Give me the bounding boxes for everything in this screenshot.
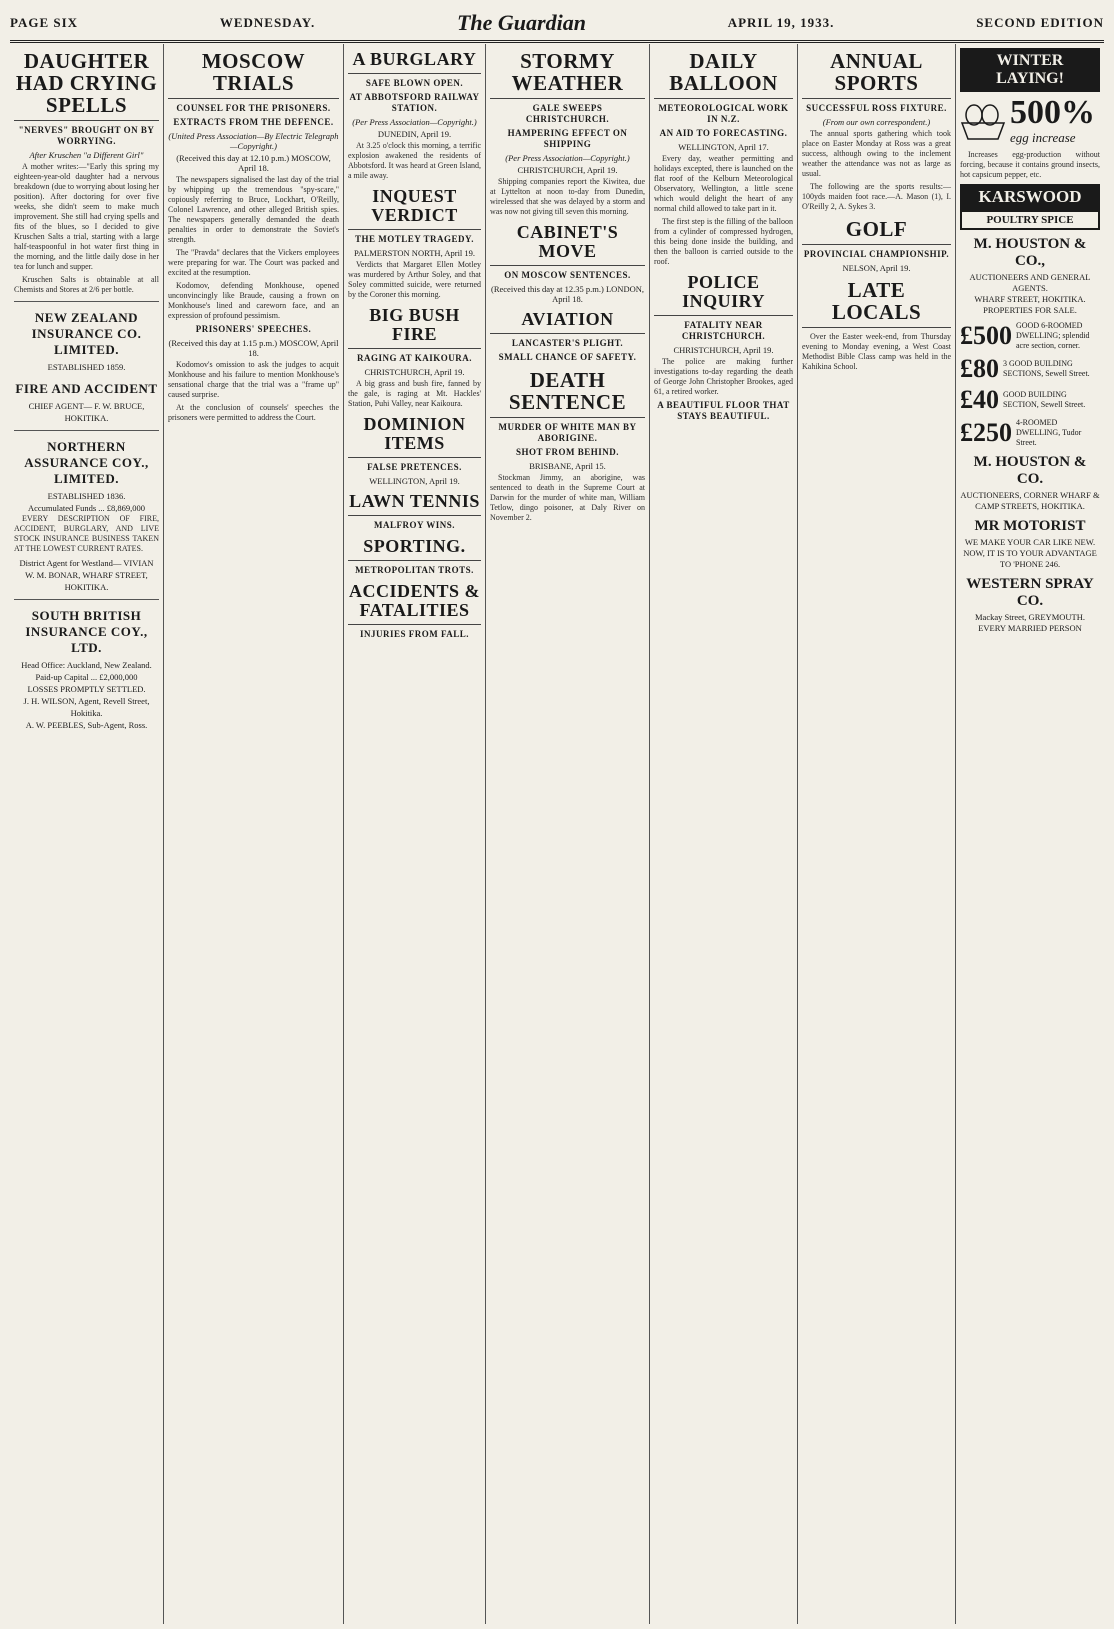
ad-text: EVERY DESCRIPTION OF FIRE, ACCIDENT, BURGLARY, AND LIVE STOCK INSURANCE BUSINESS TAKEN AT THE LOWEST CURRENT RATES. [14,514,159,553]
subhead: FATALITY NEAR CHRISTCHURCH. [681,320,766,341]
article-text: Kodomov, defending Monkhouse, opened unconvincingly like Braude, causing a frown on Monkhouse's lined and careworn face, and an expression of profound pessimism. [168,281,339,320]
listing-text: 4-ROOMED DWELLING, Tudor Street. [1016,418,1082,447]
headline: DOMINION ITEMS [348,415,481,458]
article-text: The first step is the filling of the balloon from a cylinder of compressed hydrogen, this being done inside the building, and then the balloon is carried outside to the roof. [654,217,793,266]
article-text: The annual sports gathering which took place on Easter Monday at Ross was a great success, although owing to the inclement weather the attendance was not as large as usual. [802,129,951,178]
subhead: MALFROY WINS. [373,520,455,530]
ad-text: PROPERTIES FOR SALE. [983,305,1077,315]
ad-text: Accumulated Funds ... £8,869,000 [27,503,146,513]
subhead: METROPOLITAN TROTS. [355,565,474,575]
subhead: RAGING AT KAIKOURA. [357,353,472,363]
ad-heading: SOUTH BRITISH INSURANCE COY., LTD. [25,608,148,655]
ad-text: WE MAKE YOUR CAR LIKE NEW. [964,537,1096,547]
page-number: PAGE SIX [10,15,79,30]
article-text: Kruschen Salts is obtainable at all Chemists and Stores at 2/6 per bottle. [14,275,159,294]
subhead: FALSE PRETENCES. [367,462,462,472]
subhead: METEOROLOGICAL WORK IN N.Z. [658,103,789,124]
column-4 [486,44,650,1624]
listing [960,387,1100,413]
article-text: Every day, weather permitting and holidays excepted, there is launched on the flat roof of the Kelburn Meteorological Observatory, Wellington, a little scene which would delight the heart of any normal child allowed to take part in it. [654,154,793,213]
ad-text: egg increase [1010,130,1076,145]
subhead: After Kruschen "a Different Girl" [29,150,144,160]
headline: ANNUAL SPORTS [802,50,951,99]
day: WEDNESDAY. [219,15,316,30]
headline: INQUEST VERDICT [348,187,481,230]
ad-heading: FIRE AND ACCIDENT [15,381,158,396]
ad-heading: MR MOTORIST [974,518,1086,534]
ad-text: AUCTIONEERS AND GENERAL AGENTS. [969,272,1091,293]
price: £40 [960,385,999,414]
ad-text: ESTABLISHED 1859. [47,362,126,372]
ad-text: WHARF STREET, HOKITIKA. [974,294,1086,304]
credit-line: (Per Press Association—Copyright.) [505,153,630,163]
dateline: PALMERSTON NORTH, April 19. [353,248,476,258]
credit-line: (United Press Association—By Electric Telegraph—Copyright.) [168,131,339,151]
article-text: At 3.25 o'clock this morning, a terrific explosion awakened the residents of Abbotsford. It was heard at Green Island, a mile away. [348,141,481,180]
article-text: A big grass and bush fire, fanned by the gale, is raging at Mt. Hackles' Station, Puhi Valley, near Kaikoura. [348,379,481,408]
headline: DAUGHTER HAD CRYING SPELLS [14,50,159,121]
listing [960,321,1100,351]
dateline: CHRISTCHURCH, April 19. [517,165,618,175]
listing-text: 3 GOOD BUILDING SECTIONS, Sewell Street. [1003,359,1090,378]
headline: LAWN TENNIS [348,492,481,516]
listing [960,356,1100,382]
ad-heading: NEW ZEALAND INSURANCE CO. LIMITED. [31,310,142,357]
subhead: AT ABBOTSFORD RAILWAY STATION. [349,92,480,113]
dateline: NELSON, April 19. [842,263,911,273]
headline: LATE LOCALS [802,279,951,328]
article-text: Verdicts that Margaret Ellen Motley was murdered by Arthur Soley, and that Soley committed suicide, were returned by the Coroner this morning. [348,260,481,299]
credit-line: (Per Press Association—Copyright.) [352,117,477,127]
dateline: WELLINGTON, April 17. [678,142,769,152]
article-text: The following are the sports results:— 100yds maiden foot race.—A. Mason (1), I. O'Reilly 2, A. Sykes 3. [802,182,951,211]
subhead: GALE SWEEPS CHRISTCHURCH. [525,103,610,124]
subhead: "NERVES" BROUGHT ON BY WORRYING. [18,125,155,146]
ad-text: AUCTIONEERS, CORNER WHARF & CAMP STREETS, HOKITIKA. [960,490,1100,511]
page-columns [10,44,1104,1624]
egg-ad [960,96,1100,146]
dateline: (Received this day at 12.10 p.m.) MOSCOW, April 18. [176,153,331,173]
issue-date: APRIL 19, 1933. [727,15,835,30]
article-text: Over the Easter week-end, from Thursday evening to Monday evening, a West Coast Methodist Bible Class camp was held in the Kahikina School. [802,332,951,371]
credit-line: (From our own correspondent.) [822,117,931,127]
subhead: EXTRACTS FROM THE DEFENCE. [173,117,334,127]
ad-text: District Agent for Westland— VIVIAN W. M. BONAR, WHARF STREET, HOKITIKA. [19,558,154,592]
article-text: A mother writes:—"Early this spring my eighteen-year-old daughter had a nervous breakdown (due to worrying about losing her position). After doctoring for over five weeks, she didn't seem to make much improvement. She still had crying spells and fits of the blues, so I decided to give Kruschen Salts a trial, starting with a large half-teaspoonful in hot water first thing in the morning, and the little daily dose in her tea for lunch and supper. [14,162,159,271]
ad-heading: WESTERN SPRAY CO. [966,576,1094,609]
article-text: The newspapers signalised the last day of the trial by whipping up the tremendous "spy-scare," copiously referring to Bruce, Lockhart, O'Reilly, Colonel Lawrence, and other alleged British spies. The newspapers generally demanded the death penalties in order to demonstrate the Soviet's strength. [168,175,339,244]
subhead: A BEAUTIFUL FLOOR THAT STAYS BEAUTIFUL. [657,400,790,421]
article-text: Kodomov's omission to ask the judges to acquit Monkhouse and his failure to mention Monkhouse's sensational charge that the trial was a "frame up" caused surprise. [168,360,339,399]
ad-text: Mackay Street, GREYMOUTH. [974,612,1085,622]
article-text: Shipping companies report the Kiwitea, due at Lyttelton at noon to-day from Dunedin, wirelessed that she was delayed by a storm and was now not giving till seven this morning. [490,177,645,216]
dateline: (Received this day at 1.15 p.m.) MOSCOW, April 18. [168,338,339,358]
listing [960,418,1100,448]
headline: POLICE INQUIRY [654,273,793,316]
column-5 [650,44,798,1624]
dateline: CHRISTCHURCH, April 19. [364,367,465,377]
column-7 [956,44,1104,1624]
masthead [10,6,1104,43]
headline: DEATH SENTENCE [490,369,645,418]
ad-text: J. H. WILSON, Agent, Revell Street, Hokitika. [23,696,150,718]
divider [14,599,159,600]
headline: AVIATION [490,310,645,334]
ad-heading: M. HOUSTON & CO., [973,236,1087,269]
paper-title: The Guardian [456,10,586,35]
divider [14,301,159,302]
subhead: PROVINCIAL CHAMPIONSHIP. [803,249,950,259]
dateline: WELLINGTON, April 19. [369,476,460,486]
subhead: THE MOTLEY TRAGEDY. [355,234,474,244]
article-text: The police are making further investigations to-day regarding the death of George John Christopher Brookes, aged 61, a retired worker. [654,357,793,396]
ad-text: ESTABLISHED 1836. [47,491,126,501]
headline: CABINET'S MOVE [490,223,645,266]
dateline: (Received this day at 12.35 p.m.) LONDON, April 18. [491,284,644,304]
ad-text: NOW, IT IS TO YOUR ADVANTAGE TO 'PHONE 246. [963,548,1097,569]
ad-text: CHIEF AGENT— F. W. BRUCE, HOKITIKA. [28,401,145,423]
article-text: At the conclusion of counsels' speeches the prisoners were permitted to address the Court. [168,403,339,422]
ad-heading: NORTHERN ASSURANCE COY., LIMITED. [24,439,149,486]
dateline: DUNEDIN, April 19. [377,129,452,139]
price: £80 [960,354,999,383]
ad-text: EVERY MARRIED PERSON [978,623,1082,633]
ad-banner: WINTER LAYING! [960,48,1100,92]
subhead: SHOT FROM BEHIND. [515,447,620,457]
ad-text: Head Office: Auckland, New Zealand. Paid-up Capital ... £2,000,000 [21,660,152,682]
ad-heading: M. HOUSTON & CO. [973,454,1087,487]
article-text: Stockman Jimmy, an aborigine, was sentenced to death in the Supreme Court at Darwin for the murder of white man, William Tetlow, dingo poisoner, at Daly River on November 2. [490,473,645,522]
edition: SECOND EDITION [976,15,1104,30]
price: £250 [960,418,1012,447]
subhead: PRISONERS' SPEECHES. [195,324,312,334]
dateline: CHRISTCHURCH, April 19. [673,345,774,355]
subhead: COUNSEL FOR THE PRISONERS. [176,103,331,113]
brand-logo: KARSWOOD [960,184,1100,210]
brand-subtitle: POULTRY SPICE [960,210,1100,230]
article-text: The "Pravda" declares that the Vickers employees were preparing for war. The Court was packed and excited at the resumption. [168,248,339,277]
divider [14,430,159,431]
headline: ACCIDENTS & FATALITIES [348,582,481,625]
subhead: ON MOSCOW SENTENCES. [504,270,631,280]
column-6 [798,44,956,1624]
headline: STORMY WEATHER [490,50,645,99]
headline: MOSCOW TRIALS [168,50,339,99]
listing-text: GOOD BUILDING SECTION, Sewell Street. [1003,390,1086,409]
subhead: SAFE BLOWN OPEN. [365,78,464,88]
headline: BIG BUSH FIRE [348,306,481,349]
column-3 [344,44,486,1624]
subhead: MURDER OF WHITE MAN BY ABORIGINE. [498,422,637,443]
listing-text: GOOD 6-ROOMED DWELLING; splendid acre section, corner. [1016,321,1090,350]
subhead: INJURIES FROM FALL. [359,629,470,639]
ad-text: LOSSES PROMPTLY SETTLED. [27,684,146,694]
headline: GOLF [802,218,951,245]
price: £500 [960,321,1012,350]
ad-text: A. W. PEEBLES, Sub-Agent, Ross. [25,720,148,730]
headline: SPORTING. [348,537,481,561]
subhead: SUCCESSFUL ROSS FIXTURE. [806,103,947,113]
subhead: HAMPERING EFFECT ON SHIPPING [507,128,628,149]
column-1 [10,44,164,1624]
percent-figure: 500% [1010,94,1095,131]
headline: DAILY BALLOON [654,50,793,99]
ad-text: Increases egg-production without forcing, because it contains ground insects, hot capsicum pepper, etc. [960,150,1100,179]
headline: A BURGLARY [348,50,481,74]
column-2 [164,44,344,1624]
subhead: LANCASTER'S PLIGHT. [511,338,624,348]
egg-basket-icon [960,101,1006,141]
subhead: SMALL CHANCE OF SAFETY. [498,352,637,362]
subhead: AN AID TO FORECASTING. [659,128,788,138]
dateline: BRISBANE, April 15. [529,461,606,471]
